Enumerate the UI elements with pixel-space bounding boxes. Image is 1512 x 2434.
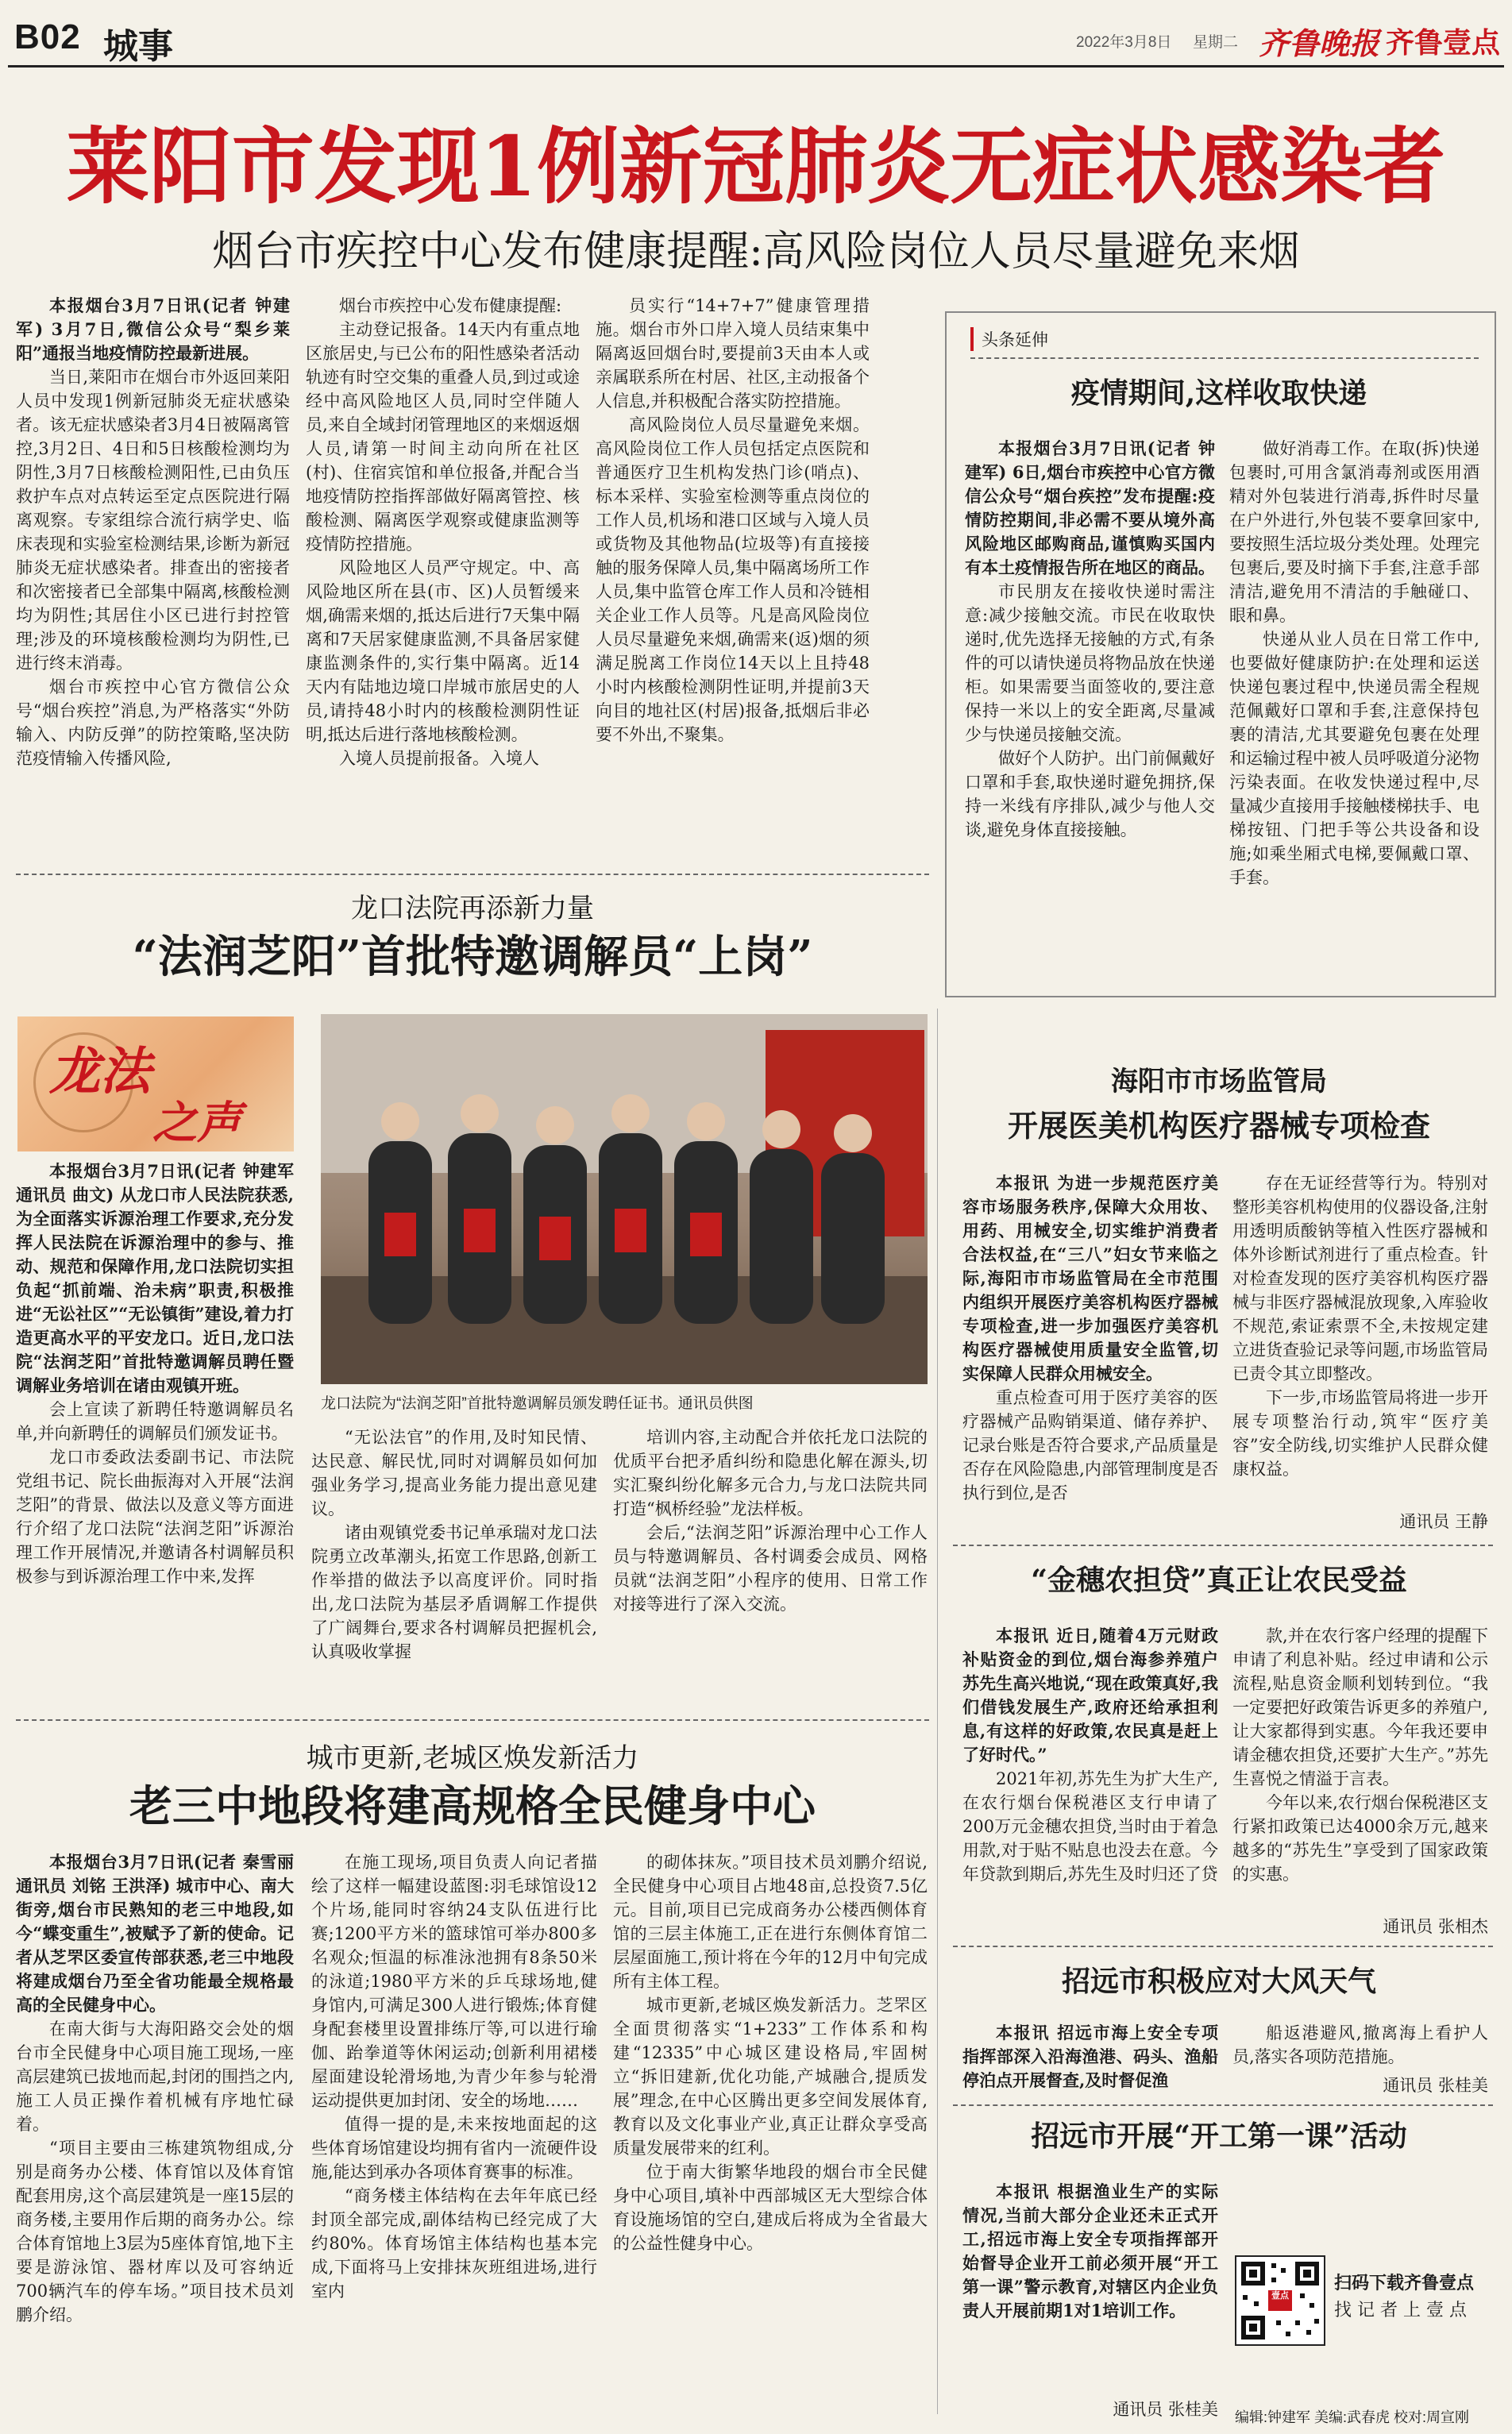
court-col-3 [613, 1425, 928, 1707]
gym-para-6: “商务楼主体结构在去年年底已经封顶全部完成,副体结构已经完成了大约80%。体育场馆主体结构也基本完成,下面将马上安排抹灰班组进场,进行室内 [311, 2186, 597, 2301]
loan-headline: “金穗农担贷”真正让农民受益 [1031, 1564, 1407, 1597]
lead-bottom-rule [16, 874, 929, 875]
court-logo [17, 1016, 294, 1151]
court-headline: “法润芝阳”首批特邀调解员“上岗” [132, 931, 813, 983]
loan-col-1 [962, 1624, 1218, 1934]
brand-qilu-evening: 齐鲁晚报 [1259, 25, 1380, 61]
express-headline: 疫情期间,这样收取快递 [1070, 376, 1367, 410]
court-photo-scene [321, 1014, 928, 1384]
lesson-credit: 通讯员 张桂美 [1113, 2400, 1218, 2419]
wind-bottom-rule [953, 2104, 1493, 2106]
qr-code-label: 壹点 [1271, 2291, 1289, 2301]
loan-col-2 [1232, 1624, 1488, 1914]
gym-para-5: 值得一提的是,未来按地面起的这些体育场馆建设均拥有省内一流硬件设施,能达到承办各项体育赛事的标准。 [311, 2115, 597, 2181]
express-col-2 [1229, 437, 1479, 985]
promo-line-2: 找 记 者 上 壹 点 [1334, 2301, 1467, 2320]
gym-para-1: 本报烟台3月7日讯(记者 秦雪丽 通讯员 刘铭 王洪泽) 城市中心、南大街旁,烟台市民熟知的老三中地段,如今“蝶变重生”,被赋予了新的使命。记者从芝罘区委宣传部获悉,老三中地段将建成烟台乃至全省功能最全规格最高的全民健身中心。 [16, 1852, 294, 2015]
wind-col-1 [962, 2021, 1218, 2096]
issue-weekday: 星期二 [1193, 34, 1239, 51]
gym-col-2 [311, 1850, 597, 2422]
court-para-2: 会上宣读了新聘任特邀调解员名单,并向新聘任的调解员们颁发证书。 [16, 1400, 294, 1443]
express-tag-rule [970, 357, 1479, 359]
loan-credit: 通讯员 张相杰 [1383, 1917, 1488, 1936]
express-para-5: 快递从业人员在日常工作中,也要做好健康防护:在处理和运送快递包裹过程中,快递员需全程规范佩戴好口罩和手套,注意保持包裹的清洁,尤其要避免包裹在处理和运输过程中被人员呼吸道分泌物污染表面。在收发快递过程中,尽量减少直接用手接触楼梯扶手、电梯按钮、门把手等公共设备和设施;如乘坐厢式电梯,要佩戴口罩、手套。 [1229, 630, 1479, 887]
loan-para-4: 今年以来,农行烟台保税港区支行紧扣政策已达4000余万元,越来越多的“苏先生”享受到了国家政策的实惠。 [1232, 1793, 1488, 1884]
gym-col-3 [613, 1850, 928, 2422]
lesson-para-1: 本报讯 根据渔业生产的实际情况,当前大部分企业还未正式开工,招远市海上安全专项指挥部开始督导企业开工前必须开展“开工第一课”警示教育,对辖区内企业负责人开展前期1对1培训工作。 [962, 2181, 1218, 2320]
lead-para-7: 入境人员提前报备。入境人 [339, 749, 539, 768]
loan-para-1: 本报讯 近日,随着4万元财政补贴资金的到位,烟台海参养殖户苏先生高兴地说,“现在政策真好,我们借钱发展生产,政府还给承担利息,有这样的好政策,农民真是赶上了好时代。” [962, 1626, 1218, 1765]
qr-code-icon [1235, 2255, 1325, 2346]
gym-para-8: 城市更新,老城区焕发新活力。芝罘区全面贯彻落实“1+233”工作体系和构建“12335”中心城区建设格局,牢固树立“拆旧建新,优化功能,产城融合,提质发展”理念,在中心区腾出更多空间发展体育,教育以及文化事业产业,真正让群众享受高质量发展带来的红利。 [613, 1996, 928, 2158]
lesson-col-1 [962, 2180, 1218, 2394]
gym-para-3: “项目主要由三栋建筑物组成,分别是商务办公楼、体育馆以及体育馆配套用房,这个高层建筑是一座15层的商务楼,主要用作后期的商务办公。综合体育馆地上3层为5座体育馆,地下主要是游泳馆、器材库以及可容纳近700辆汽车的停车场。”项目技术员刘鹏介绍。 [16, 2139, 294, 2324]
header-rule [8, 65, 1504, 68]
express-para-4: 做好消毒工作。在取(拆)快递包裹时,可用含氯消毒剂或医用酒精对外包装进行消毒,拆件时尽量在户外进行,外包装不要拿回家中,要按照生活垃圾分类处理。处理完包裹后,要及时摘下手套,注意手部清洁,避免用不清洁的手触碰口、眼和鼻。 [1229, 439, 1479, 625]
court-col-1 [16, 1159, 294, 1707]
wind-credit: 通讯员 张桂美 [1383, 2076, 1488, 2095]
page-code: B02 [14, 17, 81, 56]
haiyang-headline-1: 海阳市市场监管局 [1111, 1066, 1327, 1097]
court-photo-caption: 龙口法院为“法润芝阳”首批特邀调解员颁发聘任证书。通讯员供图 [321, 1395, 754, 1412]
haiyang-para-1: 本报讯 为进一步规范医疗美容市场服务秩序,保障大众用妆、用药、用械安全,切实维护消费者合法权益,在“三八”妇女节来临之际,海阳市市场监管局在全市范围内组织开展医疗美容机构医疗器械专项检查,进一步加强医疗美容机构医疗器械使用质量安全监管,切实保障人民群众用械安全。 [962, 1173, 1218, 1383]
court-para-7: 会后,“法润芝阳”诉源治理中心工作人员与特邀调解员、各村调委会成员、网格员就“法润芝阳”小程序的使用、日常工作对接等进行了深入交流。 [613, 1523, 928, 1614]
haiyang-headline-2: 开展医美机构医疗器械专项检查 [1007, 1108, 1430, 1144]
editors-line: 编辑:钟建军 美编:武春虎 校对:周宣刚 [1235, 2409, 1470, 2425]
lead-headline: 莱阳市发现1例新冠肺炎无症状感染者 [66, 118, 1446, 215]
haiyang-col-1 [962, 1171, 1218, 1533]
express-tag: 头条延伸 [970, 327, 1056, 351]
promo-line-1: 扫码下载齐鲁壹点 [1334, 2273, 1475, 2293]
court-para-6: 培训内容,主动配合并依托龙口法院的优质平台把矛盾纠纷和隐患化解在源头,切实汇聚纠纷化解多元合力,与龙口法院共同打造“枫桥经验”龙法样板。 [613, 1428, 928, 1518]
express-col-1 [965, 437, 1215, 985]
haiyang-col-2 [1232, 1171, 1488, 1501]
gym-para-9: 位于南大街繁华地段的烟台市全民健身中心项目,填补中西部城区无大型综合体育设施场馆的空白,建成后将成为全省最大的公益性健身中心。 [613, 2162, 928, 2253]
lead-col-2 [306, 294, 580, 850]
gym-para-4: 在施工现场,项目负责人向记者描绘了这样一幅建设蓝图:羽毛球馆设12个片场,能同时容纳24支队伍进行比赛;1200平方米的篮球馆可举办800多名观众;恒温的标准泳池拥有8条50米的泳道;1980平方米的乒乓球场地,健身馆内,可满足300人进行锻炼;体育健身配套楼里设置排练厅等,可以进行瑜伽、跆拳道等休闲运动;创新利用裙楼屋面建设轮滑场地,为青少年参与轮滑运动提供更加封闭、安全的场地…… [311, 1853, 597, 2110]
haiyang-para-2: 重点检查可用于医疗美容的医疗器械产品购销渠道、储存养护、记录台账是否符合要求,产品质量是否存在风险隐患,内部管理制度是否执行到位,是否 [962, 1388, 1218, 1502]
court-para-4: “无讼法官”的作用,及时知民情、达民意、解民忧,同时对调解员如何加强业务学习,提高业务能力提出意见建议。 [311, 1428, 597, 1518]
court-logo-text-2: 之声 [152, 1097, 241, 1149]
loan-para-2: 2021年初,苏先生为扩大生产,在农行烟台保税港区支行申请了200万元金穗农担贷,当时由于着急用款,对于贴不贴息也没去在意。今年贷款到期后,苏先生及时归还了贷 [962, 1769, 1218, 1884]
lesson-headline: 招远市开展“开工第一课”活动 [1031, 2120, 1407, 2153]
court-para-3: 龙口市委政法委副书记、市法院党组书记、院长曲振海对入开展“法润芝阳”的背景、做法以及意义等方面进行介绍了龙口法院“法润芝阳”诉源治理工作开展情况,并邀请各村调解员积极参与到诉源治理工作中来,发挥 [16, 1448, 294, 1586]
lead-para-2: 当日,莱阳市在烟台市外返回莱阳人员中发现1例新冠肺炎无症状感染者。该无症状感染者3月4日被隔离管控,3月2日、4日和5日核酸检测均为阴性,3月7日核酸检测阳性,已由负压救护车点对点转运至定点医院进行隔离观察。专家组综合流行病学史、临床表现和实验室检测结果,诊断为新冠肺炎无症状感染者。排查出的密接者和次密接者已全部集中隔离,核酸检测均为阴性;其居住小区已进行封控管理;涉及的环境核酸检测均为阴性,已进行终末消毒。 [16, 368, 290, 673]
court-photo [321, 1014, 928, 1384]
gym-headline: 老三中地段将建高规格全民健身中心 [129, 1780, 816, 1831]
wind-para-1: 本报讯 招远市海上安全专项指挥部深入沿海渔港、码头、渔船停泊点开展督查,及时督促渔 [962, 2023, 1218, 2090]
court-kicker: 龙口法院再添新力量 [351, 893, 594, 924]
lead-para-6: 风险地区人员严守规定。中、高风险地区所在县(市、区)人员暂缓来烟,确需来烟的,抵达后进行7天集中隔离和7天居家健康监测,不具备居家健康监测条件的,实行集中隔离。近14天内有陆地边境口岸城市旅居史的人员,请持48小时内的核酸检测阴性证明,抵达后进行落地核酸检测。 [306, 558, 580, 744]
issue-date: 2022年3月8日 [1076, 34, 1172, 51]
gym-para-7: 的砌体抹灰。”项目技术员刘鹏介绍说,全民健身中心项目占地48亩,总投资7.5亿元。目前,项目已完成商务办公楼西侧体育馆的三层主体施工,正在进行东侧体育馆二层屋面施工,预计将在今年的12月中旬完成所有主体工程。 [613, 1853, 928, 1991]
right-divider-vertical [937, 1009, 938, 2414]
lead-para-4: 烟台市疾控中心发布健康提醒: [339, 296, 562, 315]
lead-para-3: 烟台市疾控中心官方微信公众号“烟台疾控”消息,为严格落实“外防输入、内防反弹”的防控策略,坚决防范疫情输入传播风险, [16, 677, 290, 768]
court-para-5: 诸由观镇党委书记单承瑞对龙口法院勇立改革潮头,拓宽工作思路,创新工作举措的做法予以高度评价。同时指出,龙口法院为基层矛盾调解工作提供了广阔舞台,要求各村调解员把握机会,认真吸收掌握 [311, 1523, 597, 1661]
express-para-3: 做好个人防护。出门前佩戴好口罩和手套,取快递时避免拥挤,保持一米线有序排队,减少与他人交谈,避免身体直接接触。 [965, 749, 1215, 839]
lead-col-1 [16, 294, 290, 850]
section-name: 城事 [103, 27, 173, 66]
gym-kicker: 城市更新,老城区焕发新活力 [306, 1742, 639, 1774]
gym-para-2: 在南大街与大海阳路交会处的烟台市全民健身中心项目施工现场,一座高层建筑已拔地而起,封闭的围挡之内,施工人员正操作着机械有序地忙碌着。 [16, 2019, 294, 2134]
haiyang-para-3: 存在无证经营等行为。特别对整形美容机构使用的仪器设备,注射用透明质酸钠等植入性医疗器械和体外诊断试剂进行了重点检查。针对检查发现的医疗美容机构医疗器械与非医疗器械混放现象,入库验收不规范,索证索票不全,未按规定建立进货查验记录等问题,市场监管局已责令其立即整改。 [1232, 1174, 1488, 1383]
loan-bottom-rule [953, 1946, 1493, 1947]
court-col-2 [311, 1425, 597, 1707]
express-para-1: 本报烟台3月7日讯(记者 钟建军) 6日,烟台市疾控中心官方微信公众号“烟台疾控”发布提醒:疫情防控期间,非必需不要从境外高风险地区邮购商品,谨慎购买国内有本土疫情报告所在地区的商品。 [965, 438, 1215, 577]
lead-para-9: 高风险岗位人员尽量避免来烟。高风险岗位工作人员包括定点医院和普通医疗卫生机构发热门诊(哨点)、标本采样、实验室检测等重点岗位的工作人员,机场和港口区域与入境人员或货物及其他物品(垃圾等)有直接接触的服务保障人员,集中隔离场所工作人员,集中监管仓库工作人员和冷链相关企业工作人员等。凡是高风险岗位人员尽量避免来烟,确需来(返)烟的须满足脱离工作岗位14天以上且持48小时内核酸检测阴性证明,并提前3天向目的地社区(村居)报备,抵烟后非必要不外出,不聚集。 [596, 415, 870, 744]
express-para-2: 市民朋友在接收快递时需注意:减少接触交流。市民在收取快递时,优先选择无接触的方式,有条件的可以请快递员将物品放在快递柜。如果需要当面签收的,要注意保持一米以上的安全距离,尽量减少与快递员接触交流。 [965, 582, 1215, 744]
gym-col-1 [16, 1850, 294, 2422]
lead-para-5: 主动登记报备。14天内有重点地区旅居史,与已公布的阳性感染者活动轨迹有时空交集的重叠人员,到过或途经中高风险地区人员,同时空伴随人员,来自全域封闭管理地区的来烟返烟人员,请第一时间主动向所在社区(村)、住宿宾馆和单位报备,并配合当地疫情防控指挥部做好隔离管控、核酸检测、隔离医学观察或健康监测等疫情防控措施。 [306, 320, 580, 554]
court-bottom-rule [16, 1719, 929, 1721]
haiyang-credit: 通讯员 王静 [1399, 1512, 1488, 1531]
lead-para-1: 本报烟台3月7日讯(记者 钟建军) 3月7日,微信公众号“梨乡莱阳”通报当地疫情防控最新进展。 [16, 295, 290, 363]
court-para-1: 本报烟台3月7日讯(记者 钟建军 通讯员 曲文) 从龙口市人民法院获悉,为全面落实诉源治理工作要求,充分发挥人民法院在诉源治理中的参与、推动、规范和保障作用,龙口法院切实担负起“抓前端、治未病”职责,积极推进“无讼社区”“无讼镇街”建设,着力打造更高水平的平安龙口。近日,龙口法院“法润芝阳”首批特邀调解员聘任暨调解业务培训在诸由观镇开班。 [16, 1161, 294, 1395]
lead-para-8: 员实行“14+7+7”健康管理措施。烟台市外口岸入境人员结束集中隔离返回烟台时,要提前3天由本人或亲属联系所在村居、社区,主动报备个人信息,并积极配合落实防控措施。 [596, 296, 870, 411]
wind-col-2 [1232, 2021, 1488, 2073]
court-logo-text-1: 龙法 [49, 1042, 151, 1101]
wind-headline: 招远市积极应对大风天气 [1061, 1965, 1376, 1998]
lead-col-3 [596, 294, 870, 850]
wind-para-2: 船返港避风,撤离海上看护人员,落实各项防范措施。 [1232, 2023, 1488, 2066]
brand-qilu-yidian: 齐鲁壹点 [1386, 26, 1501, 59]
lead-subhead: 烟台市疾控中心发布健康提醒:高风险岗位人员尽量避免来烟 [212, 228, 1300, 276]
haiyang-bottom-rule [953, 1545, 1493, 1546]
loan-para-3: 款,并在农行客户经理的提醒下申请了利息补贴。经过申请和公示流程,贴息资金顺利划转到位。“我一定要把好政策告诉更多的养殖户,让大家都得到实惠。今年我还要申请金穗农担贷,还要扩大生产。”苏先生喜悦之情溢于言表。 [1232, 1626, 1488, 1788]
haiyang-para-4: 下一步,市场监管局将进一步开展专项整治行动,筑牢“医疗美容”安全防线,切实维护人民群众健康权益。 [1232, 1388, 1488, 1479]
